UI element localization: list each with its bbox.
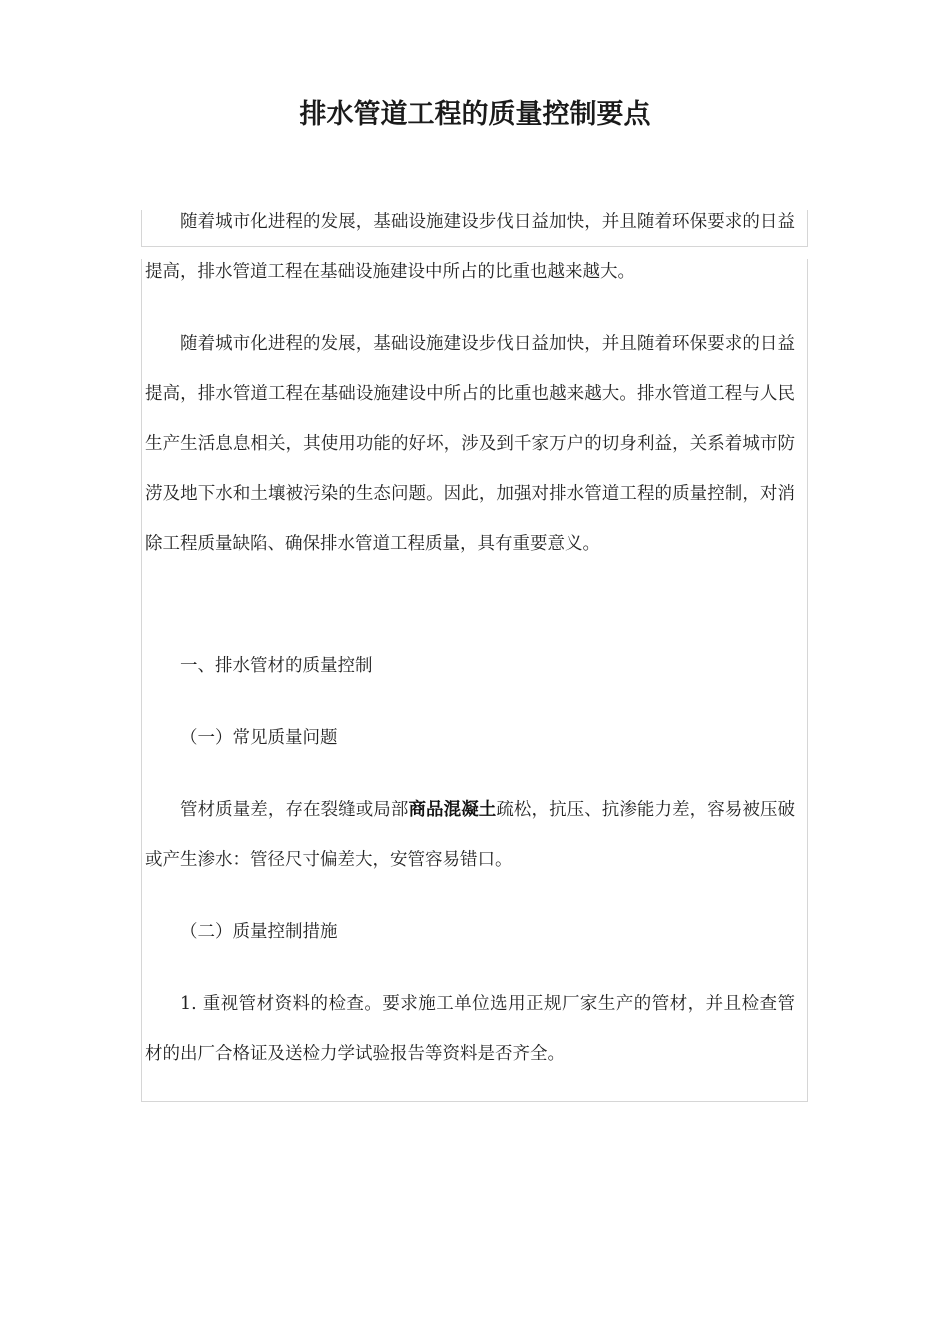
intro-paragraph: 随着城市化进程的发展，基础设施建设步伐日益加快，并且随着环保要求的日益提高，排水管道工程在基础设施建设中所占的比重也越来越大。 bbox=[145, 212, 795, 282]
bold-term: 商品混凝土 bbox=[408, 800, 497, 820]
problem-text-start: 管材质量差，存在裂缝或局部 bbox=[180, 800, 409, 820]
measure-paragraph: 1. 重视管材资料的检查。要求施工单位选用正规厂家生产的管材，并且检查管材的出厂合格证及送检力学试验报告等资料是否齐全。 bbox=[145, 994, 795, 1064]
problem-text-end: 疏松，抗压、抗渗能力差，容易被压破或产生渗水：管径尺寸偏差大，安管容易错口。 bbox=[145, 800, 796, 870]
body-paragraph: 随着城市化进程的发展，基础设施建设步伐日益加快，并且随着环保要求的日益提高，排水管道工程在基础设施建设中所占的比重也越来越大。排水管道工程与人民生产生活息息相关，其使用功能的好坏，涉及到千家万户的切身利益，关系着城市防涝及地下水和土壤被污染的生态问题。因此，加强对排水管道工程的质量控制，对消除工程质量缺陷、确保排水管道工程质量，具有重要意义。 bbox=[145, 334, 795, 554]
problem-paragraph bbox=[145, 785, 795, 885]
subsection-heading: （一）常见质量问题 bbox=[180, 728, 338, 748]
section-heading: 一、排水管材的质量控制 bbox=[180, 656, 373, 676]
subsection-heading: （二）质量控制措施 bbox=[180, 922, 338, 942]
document-title: 排水管道工程的质量控制要点 bbox=[299, 99, 651, 130]
